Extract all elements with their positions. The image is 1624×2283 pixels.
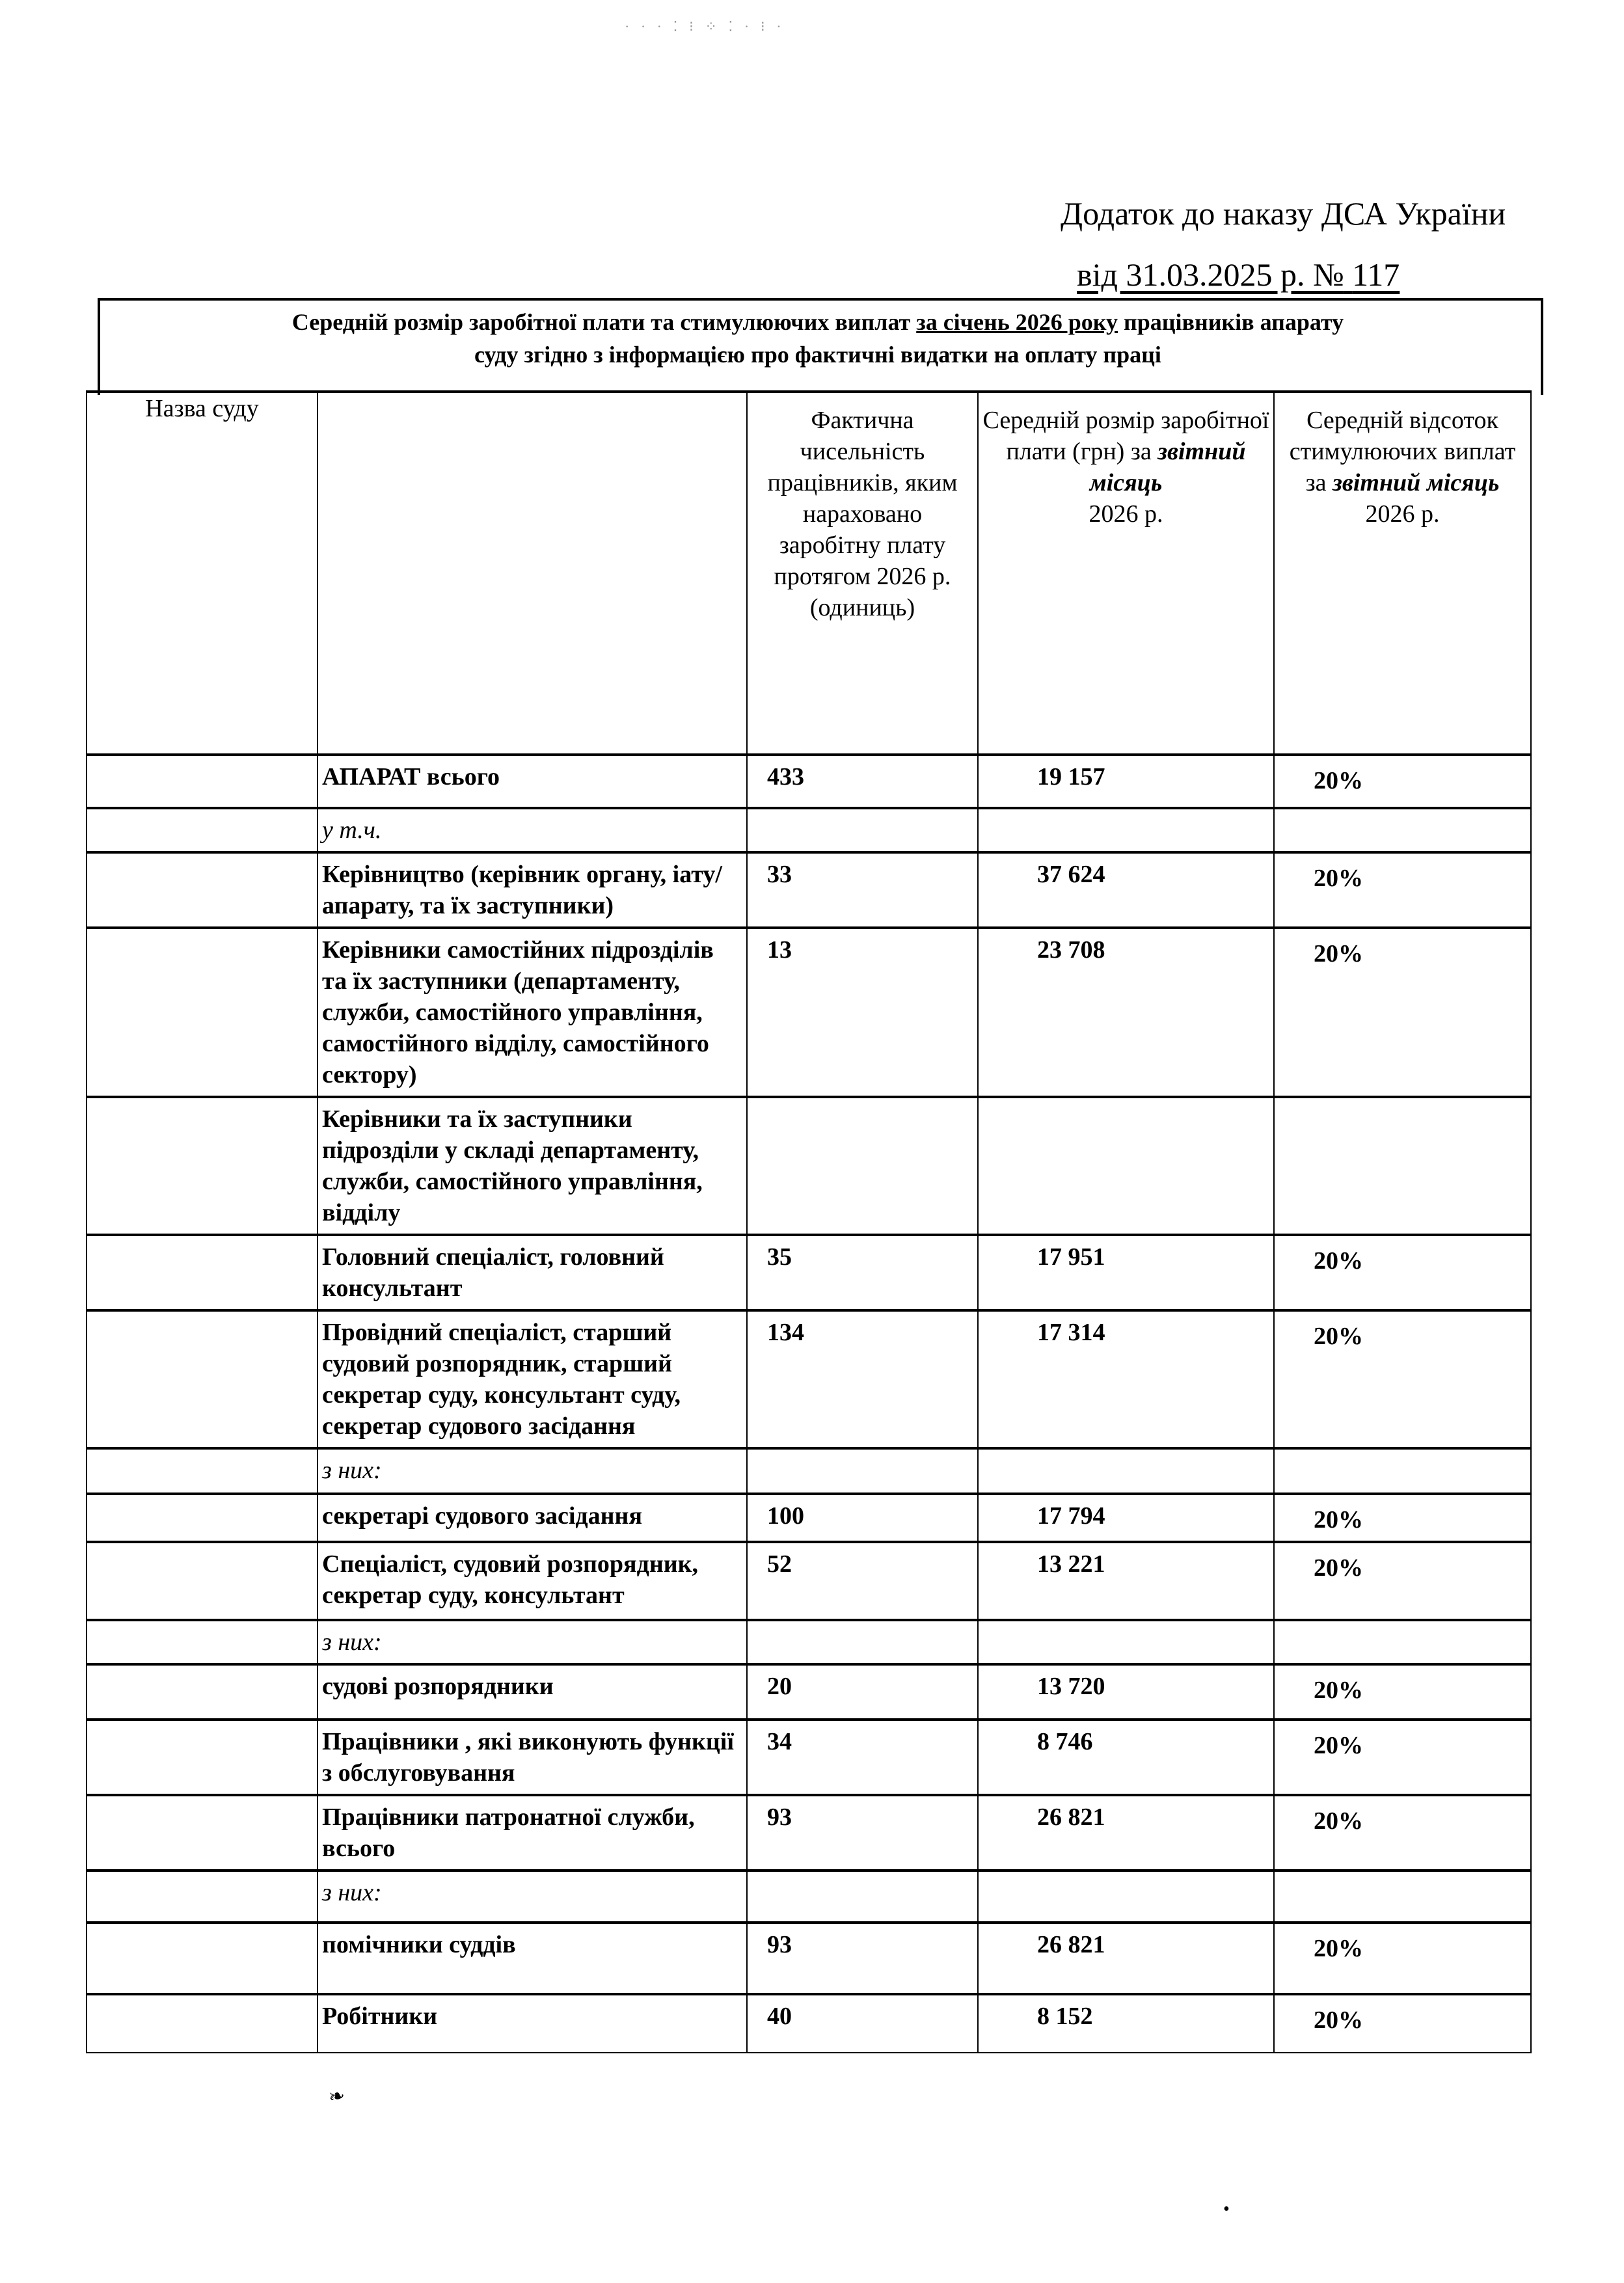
table-row <box>87 928 1531 1097</box>
cell-headcount: 34 <box>747 1720 978 1795</box>
cell-avg-bonus: 20% <box>1274 1542 1531 1620</box>
cell-position-label: АПАРАТ всього <box>318 755 747 808</box>
cell-headcount: 33 <box>747 852 978 928</box>
cell-position-label: Головний спеціаліст, головний консультант <box>318 1235 747 1310</box>
table-row <box>87 808 1531 852</box>
cell-headcount: 20 <box>747 1664 978 1720</box>
cell-headcount: 35 <box>747 1235 978 1310</box>
cell-avg-salary: 13 221 <box>978 1542 1274 1620</box>
cell-court-name <box>87 1664 318 1720</box>
table-row <box>87 852 1531 928</box>
cell-avg-bonus: 20% <box>1274 1795 1531 1871</box>
cell-position-label: Працівники патронатної служби, всього <box>318 1795 747 1871</box>
cell-avg-bonus: 20% <box>1274 755 1531 808</box>
table-row <box>87 1994 1531 2053</box>
scan-dot: • <box>1223 2199 1230 2219</box>
cell-court-name <box>87 928 318 1097</box>
cell-headcount <box>747 1097 978 1235</box>
salary-table <box>86 390 1532 2053</box>
cell-court-name <box>87 1795 318 1871</box>
cell-avg-salary: 17 314 <box>978 1310 1274 1448</box>
cell-position-label: у т.ч. <box>318 808 747 852</box>
cell-court-name <box>87 1097 318 1235</box>
cell-avg-salary: 8 152 <box>978 1994 1274 2053</box>
cell-avg-salary: 26 821 <box>978 1795 1274 1871</box>
cell-avg-salary: 19 157 <box>978 755 1274 808</box>
title-part2: працівників апарату <box>1118 309 1344 335</box>
table-row <box>87 1542 1531 1620</box>
cell-position-label: Робітники <box>318 1994 747 2053</box>
cell-headcount: 100 <box>747 1494 978 1542</box>
cell-position-label: судові розпорядники <box>318 1664 747 1720</box>
cell-avg-bonus: 20% <box>1274 1235 1531 1310</box>
cell-court-name <box>87 1871 318 1923</box>
scan-mark: ❧ <box>327 2085 347 2109</box>
cell-position-label: Керівники та їх заступники підрозділи у складі департаменту, служби, самостійного управління, відділу <box>318 1097 747 1235</box>
cell-headcount <box>747 1620 978 1664</box>
table-row <box>87 755 1531 808</box>
header-avg-bonus-italic: звітний місяць <box>1333 469 1500 496</box>
cell-position-label: з них: <box>318 1871 747 1923</box>
cell-court-name <box>87 852 318 928</box>
header-headcount: Фактична чисельність працівників, яким нараховано заробітну плату протягом 2026 р.(одиниць) <box>747 392 978 755</box>
cell-court-name <box>87 755 318 808</box>
header-avg-salary <box>978 392 1274 755</box>
cell-avg-bonus: 20% <box>1274 1664 1531 1720</box>
cell-avg-salary: 37 624 <box>978 852 1274 928</box>
header-avg-bonus <box>1274 392 1531 755</box>
header-avg-salary-year: 2026 р. <box>1089 500 1163 528</box>
table-row <box>87 1235 1531 1310</box>
cell-headcount: 13 <box>747 928 978 1097</box>
cell-avg-bonus: 20% <box>1274 1994 1531 2053</box>
cell-headcount: 433 <box>747 755 978 808</box>
cell-position-label: Керівники самостійних підрозділів та їх заступники (департаменту, служби, самостійного управління, самостійного відділу, самостійного сектору) <box>318 928 747 1097</box>
table-row <box>87 1795 1531 1871</box>
annex-title: Додаток до наказу ДСА України <box>1061 195 1506 232</box>
cell-avg-bonus: 20% <box>1274 1494 1531 1542</box>
cell-avg-bonus <box>1274 1620 1531 1664</box>
cell-court-name <box>87 1310 318 1448</box>
annex-ref-text: від 31.03.2025 р. № <box>1077 256 1344 293</box>
cell-court-name <box>87 808 318 852</box>
cell-avg-bonus <box>1274 1448 1531 1494</box>
cell-position-label: секретарі судового засідання <box>318 1494 747 1542</box>
cell-avg-salary: 23 708 <box>978 928 1274 1097</box>
table-row <box>87 1871 1531 1923</box>
cell-avg-salary <box>978 1097 1274 1235</box>
cell-avg-salary: 17 794 <box>978 1494 1274 1542</box>
cell-headcount: 52 <box>747 1542 978 1620</box>
cell-court-name <box>87 1720 318 1795</box>
header-avg-bonus-text: Середній відсоток стимулюючих виплат за <box>1289 407 1516 496</box>
table-row <box>87 1720 1531 1795</box>
cell-avg-salary: 17 951 <box>978 1235 1274 1310</box>
cell-avg-bonus: 20% <box>1274 1923 1531 1994</box>
title-part1: Середній розмір заробітної плати та стимулюючих виплат <box>291 309 917 335</box>
cell-avg-salary <box>978 808 1274 852</box>
scan-artifact: · · · ⁚ ⁝ ⁘ ⁚ · ⁝ · <box>625 18 785 34</box>
header-avg-salary-text: Середній розмір заробітної плати (грн) за <box>982 407 1269 465</box>
cell-court-name <box>87 1448 318 1494</box>
cell-avg-bonus <box>1274 1871 1531 1923</box>
cell-avg-bonus: 20% <box>1274 852 1531 928</box>
header-position <box>318 392 747 755</box>
title-period: за січень 2026 року <box>916 309 1118 335</box>
cell-avg-salary: 13 720 <box>978 1664 1274 1720</box>
title-line2: суду згідно з інформацією про фактичні видатки на оплату праці <box>474 342 1161 368</box>
cell-avg-bonus: 20% <box>1274 1310 1531 1448</box>
annex-number: 117 <box>1352 256 1400 293</box>
header-avg-bonus-year: 2026 р. <box>1365 500 1440 528</box>
table-row <box>87 1494 1531 1542</box>
cell-court-name <box>87 1923 318 1994</box>
table-row <box>87 1448 1531 1494</box>
annex-reference <box>1077 255 1400 294</box>
cell-headcount <box>747 808 978 852</box>
header-avg-salary-italic: звітний місяць <box>1089 438 1246 496</box>
cell-position-label: Працівники , які виконують функції з обслуговування <box>318 1720 747 1795</box>
cell-headcount: 40 <box>747 1994 978 2053</box>
cell-avg-bonus <box>1274 808 1531 852</box>
cell-headcount: 93 <box>747 1795 978 1871</box>
cell-position-label: Спеціаліст, судовий розпорядник, секретар суду, консультант <box>318 1542 747 1620</box>
cell-avg-salary <box>978 1620 1274 1664</box>
cell-court-name <box>87 1235 318 1310</box>
cell-court-name <box>87 1494 318 1542</box>
cell-avg-bonus: 20% <box>1274 928 1531 1097</box>
cell-court-name <box>87 1620 318 1664</box>
cell-position-label: помічники суддів <box>318 1923 747 1994</box>
cell-avg-salary <box>978 1871 1274 1923</box>
table-row <box>87 1664 1531 1720</box>
table-row <box>87 1097 1531 1235</box>
cell-position-label: Провідний спеціаліст, старший судовий розпорядник, старший секретар суду, консультант суду, секретар судового засідання <box>318 1310 747 1448</box>
cell-avg-salary: 26 821 <box>978 1923 1274 1994</box>
cell-avg-salary <box>978 1448 1274 1494</box>
table-row <box>87 1620 1531 1664</box>
cell-position-label: Керівництво (керівник органу, іату/апарату, та їх заступники) <box>318 852 747 928</box>
cell-court-name <box>87 1542 318 1620</box>
cell-court-name <box>87 1994 318 2053</box>
cell-headcount: 134 <box>747 1310 978 1448</box>
table-title <box>98 306 1538 371</box>
table-row <box>87 1923 1531 1994</box>
table-header-row <box>87 392 1531 755</box>
cell-position-label: з них: <box>318 1448 747 1494</box>
cell-headcount <box>747 1871 978 1923</box>
table-row <box>87 1310 1531 1448</box>
cell-avg-bonus <box>1274 1097 1531 1235</box>
header-court-name: Назва суду <box>87 392 318 755</box>
cell-headcount: 93 <box>747 1923 978 1994</box>
cell-position-label: з них: <box>318 1620 747 1664</box>
cell-avg-bonus: 20% <box>1274 1720 1531 1795</box>
cell-headcount <box>747 1448 978 1494</box>
cell-avg-salary: 8 746 <box>978 1720 1274 1795</box>
